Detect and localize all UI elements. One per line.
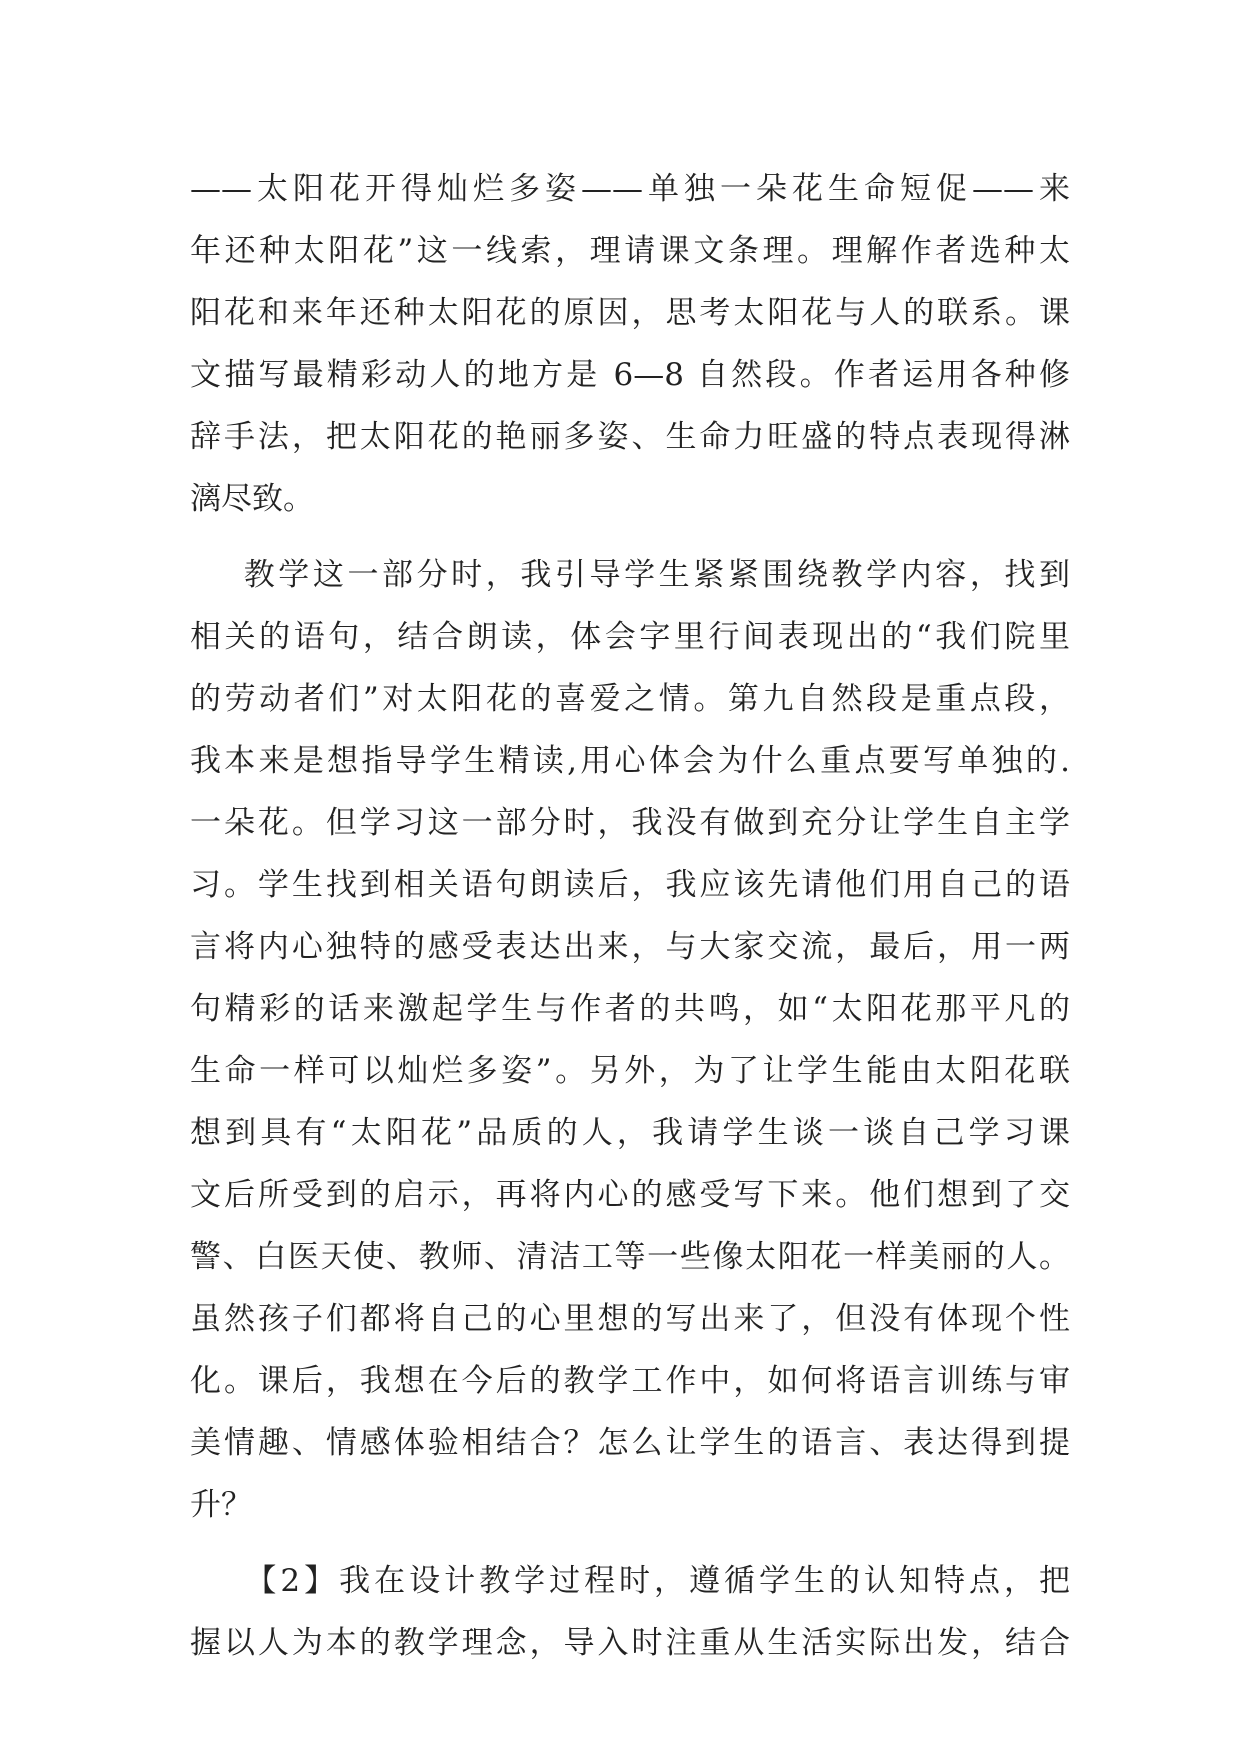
text-line: 化。课后，我想在今后的教学工作中，如何将语言训练与审 [190,1363,1070,1399]
text-line: 虽然孩子们都将自己的心里想的写出来了，但没有体现个性 [190,1301,1070,1337]
text-line: 文后所受到的启示，再将内心的感受写下来。他们想到了交 [190,1177,1070,1213]
text-line: 阳花和来年还种太阳花的原因，思考太阳花与人的联系。课 [190,295,1070,331]
paragraph-3 [190,1550,1070,1674]
text-line: 警、白医天使、教师、清洁工等一些像太阳花一样美丽的人。 [190,1239,1070,1275]
text-line: ——太阳花开得灿烂多姿——单独一朵花生命短促——来 [190,171,1070,207]
body-text [190,158,1070,1674]
paragraph-1 [190,158,1070,530]
text-line: 升？ [190,1487,252,1523]
paragraph-gap [190,530,1070,544]
text-line: 习。学生找到相关语句朗读后，我应该先请他们用自己的语 [190,867,1070,903]
text-line: 的劳动者们”对太阳花的喜爱之情。第九自然段是重点段， [190,681,1070,717]
text-line: 【2】我在设计教学过程时，遵循学生的认知特点，把 [190,1563,1070,1599]
text-line: 文描写最精彩动人的地方是 6—8 自然段。作者运用各种修 [190,357,1070,393]
text-line: 我本来是想指导学生精读,用心体会为什么重点要写单独的. [190,743,1070,779]
text-line: 年还种太阳花”这一线索，理请课文条理。理解作者选种太 [190,233,1070,269]
text-line: 美情趣、情感体验相结合？怎么让学生的语言、表达得到提 [190,1425,1070,1461]
text-line: 相关的语句，结合朗读，体会字里行间表现出的“我们院里 [190,619,1070,655]
text-line: 教学这一部分时，我引导学生紧紧围绕教学内容，找到 [190,557,1070,593]
text-line: 一朵花。但学习这一部分时，我没有做到充分让学生自主学 [190,805,1070,841]
text-line: 生命一样可以灿烂多姿”。另外，为了让学生能由太阳花联 [190,1053,1070,1089]
text-line: 漓尽致。 [190,481,314,517]
text-line: 辞手法，把太阳花的艳丽多姿、生命力旺盛的特点表现得淋 [190,419,1070,455]
paragraph-2 [190,544,1070,1536]
text-line: 句精彩的话来激起学生与作者的共鸣，如“太阳花那平凡的 [190,991,1070,1027]
paragraph-gap [190,1536,1070,1550]
text-line: 言将内心独特的感受表达出来，与大家交流，最后，用一两 [190,929,1070,965]
text-line: 握以人为本的教学理念，导入时注重从生活实际出发，结合 [190,1625,1070,1661]
text-line: 想到具有“太阳花”品质的人，我请学生谈一谈自己学习课 [190,1115,1070,1151]
